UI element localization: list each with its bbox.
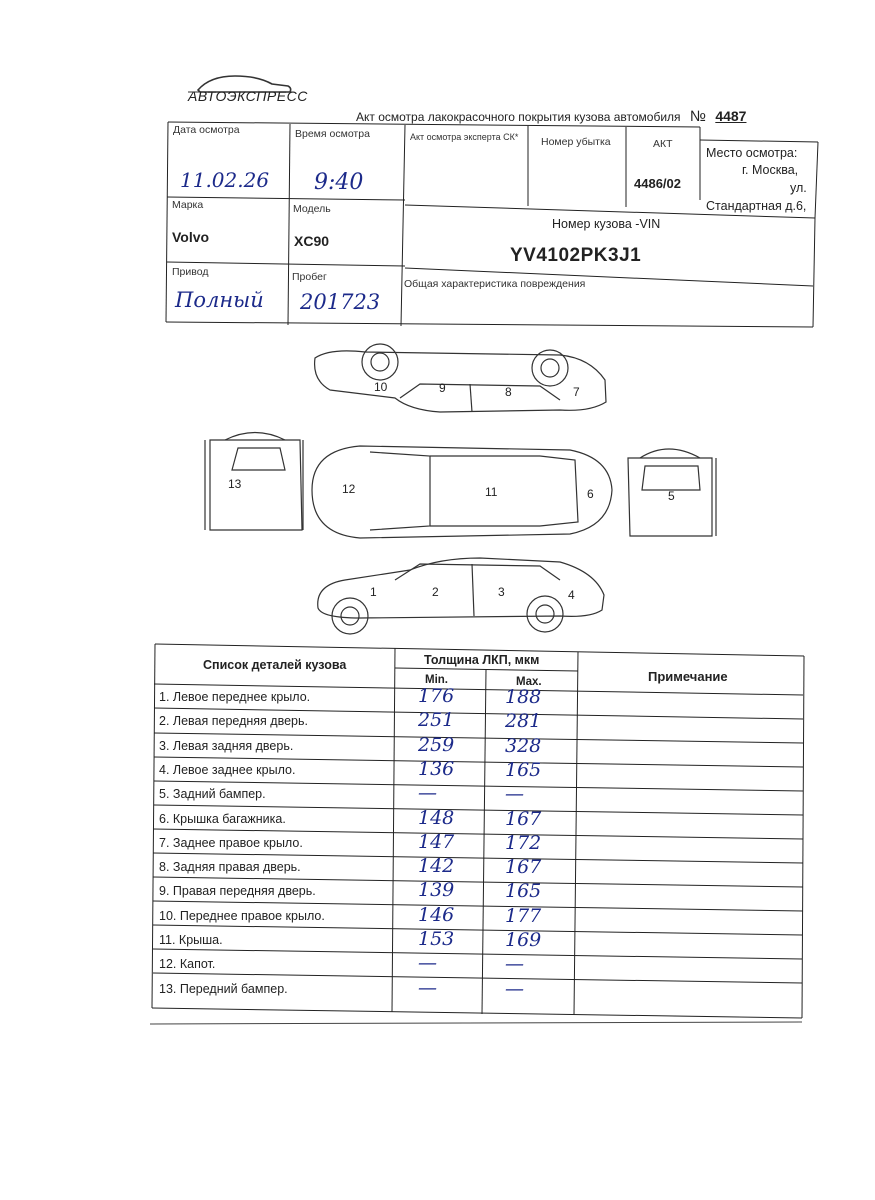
- min-thickness: 142: [418, 855, 455, 878]
- zone-number: 6: [587, 487, 594, 501]
- part-name: 10. Переднее правое крыло.: [159, 908, 325, 923]
- max-thickness: 165: [505, 758, 542, 781]
- min-thickness: 259: [418, 733, 455, 756]
- time-value: 9:40: [314, 170, 364, 195]
- drive-value: Полный: [175, 288, 264, 312]
- mileage-value: 201723: [300, 290, 381, 314]
- part-name: 4. Левое заднее крыло.: [159, 762, 296, 777]
- part-name: 2. Левая передняя дверь.: [159, 714, 308, 729]
- title-text: Акт осмотра лакокрасочного покрытия кузова автомобиля: [356, 110, 681, 124]
- max-thickness: 165: [505, 880, 542, 903]
- car-diagram: [0, 340, 875, 660]
- zone-number: 3: [498, 585, 505, 599]
- mileage-label: Пробег: [292, 271, 327, 283]
- act-number: 4487: [715, 108, 747, 124]
- place-label: Место осмотра:: [706, 146, 798, 160]
- min-thickness: 153: [418, 928, 455, 950]
- zone-number: 5: [668, 489, 675, 503]
- place-line2: ул.: [790, 181, 807, 195]
- min-thickness: —: [418, 782, 437, 805]
- col-min-header: Min.: [425, 674, 448, 686]
- zone-number: 9: [439, 381, 446, 395]
- zone-number: 10: [374, 380, 388, 394]
- max-thickness: 169: [505, 929, 542, 951]
- min-thickness: —: [418, 952, 437, 975]
- min-thickness: 148: [418, 806, 455, 829]
- part-name: 6. Крышка багажника.: [159, 811, 286, 826]
- act-label: АКТ: [653, 138, 673, 150]
- date-label: Дата осмотра: [173, 124, 240, 136]
- place-line3: Стандартная д.6,: [706, 199, 807, 213]
- max-thickness: 281: [505, 710, 542, 733]
- car-front-view-icon: [205, 433, 303, 531]
- max-thickness: —: [505, 977, 524, 1000]
- part-name: 8. Задняя правая дверь.: [159, 860, 301, 875]
- part-name: 11. Крыша.: [159, 933, 223, 947]
- part-name: 1. Левое переднее крыло.: [159, 690, 311, 704]
- zone-number: 2: [432, 585, 439, 599]
- part-name: 13. Передний бампер.: [159, 981, 288, 996]
- min-thickness: 139: [418, 879, 455, 902]
- damage-label: Общая характеристика повреждения: [404, 278, 586, 290]
- act-value: 4486/02: [634, 176, 681, 191]
- max-thickness: —: [505, 783, 524, 806]
- min-thickness: —: [418, 976, 437, 999]
- model-label: Модель: [293, 203, 331, 215]
- vin-label: Номер кузова -VIN: [552, 217, 661, 231]
- min-thickness: 146: [418, 903, 455, 926]
- max-thickness: 167: [505, 856, 542, 879]
- max-thickness: 328: [505, 734, 542, 757]
- brand-label: Марка: [172, 199, 204, 211]
- car-right-side-icon: [315, 344, 606, 412]
- zone-number: 1: [370, 585, 377, 599]
- zone-number: 13: [228, 477, 242, 491]
- min-thickness: 176: [418, 685, 455, 707]
- place-line1: г. Москва,: [742, 163, 799, 177]
- car-top-view-icon: [312, 446, 612, 538]
- expert-act-label: Акт осмотра эксперта СК*: [410, 132, 519, 142]
- part-name: 9. Правая передняя дверь.: [159, 884, 316, 899]
- min-thickness: 147: [418, 830, 455, 853]
- vin-value: YV4102PK3J1: [510, 245, 642, 266]
- number-sign: №: [689, 108, 706, 125]
- drive-label: Привод: [172, 266, 209, 278]
- zone-number: 8: [505, 385, 512, 399]
- max-thickness: 167: [505, 807, 542, 830]
- min-thickness: 251: [418, 709, 455, 732]
- zone-number: 4: [568, 588, 575, 602]
- model-value: XC90: [294, 233, 330, 249]
- part-name: 7. Заднее правое крыло.: [159, 835, 303, 850]
- zone-number: 11: [485, 485, 498, 499]
- time-label: Время осмотра: [295, 128, 370, 140]
- col-parts-header: Список деталей кузова: [203, 658, 347, 672]
- car-left-side-icon: [318, 558, 604, 634]
- date-value: 11.02.26: [180, 168, 270, 192]
- col-thickness-header: Толщина ЛКП, мкм: [424, 653, 540, 667]
- max-thickness: 172: [505, 831, 542, 854]
- max-thickness: —: [505, 953, 524, 976]
- part-name: 12. Капот.: [159, 957, 216, 972]
- part-name: 3. Левая задняя дверь.: [159, 738, 294, 753]
- col-note-header: Примечание: [648, 669, 728, 684]
- zone-number: 7: [573, 385, 580, 399]
- loss-number-label: Номер убытка: [541, 136, 611, 148]
- part-name: 5. Задний бампер.: [159, 787, 266, 802]
- brand-value: Volvo: [172, 229, 210, 245]
- max-thickness: 188: [505, 686, 542, 708]
- min-thickness: 136: [418, 757, 455, 780]
- logo-text: АВТОЭКСПРЕСС: [188, 88, 308, 104]
- zone-number: 12: [342, 482, 356, 496]
- max-thickness: 177: [505, 904, 542, 927]
- col-max-header: Max.: [516, 676, 542, 688]
